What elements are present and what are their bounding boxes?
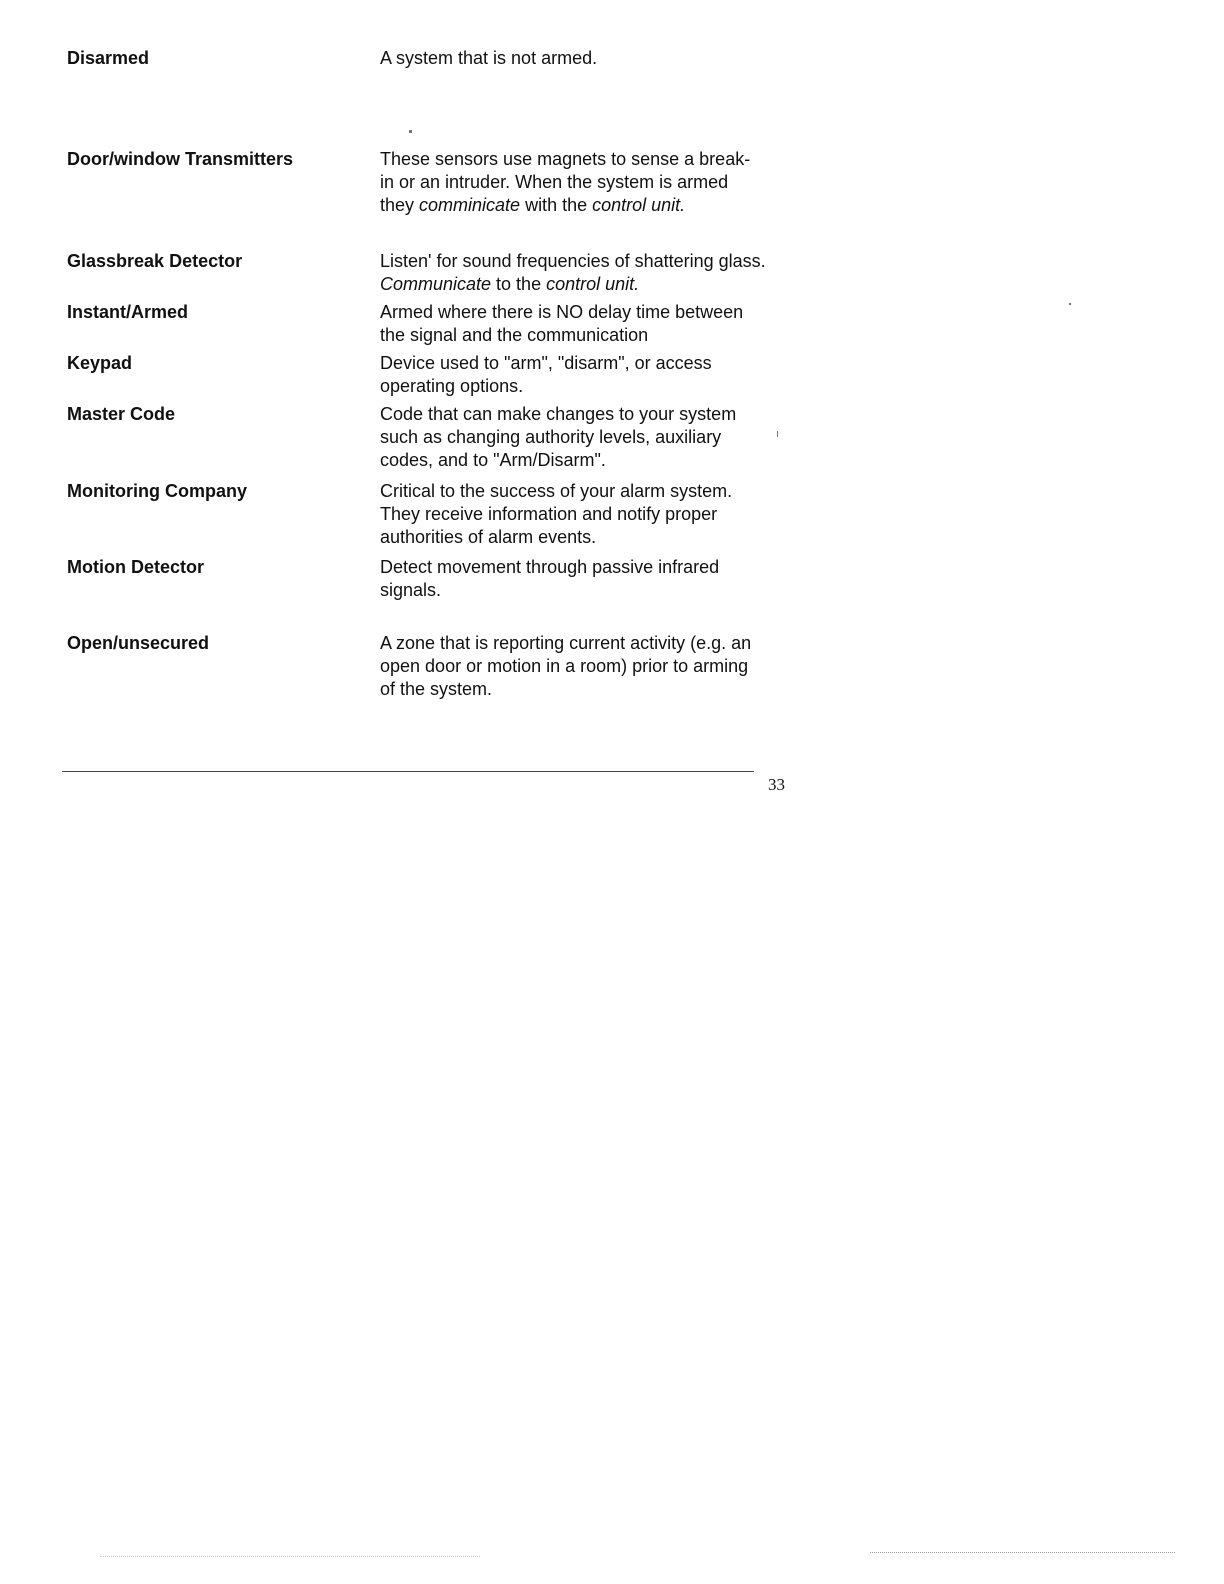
definition-italic-text: control unit. [592, 195, 686, 215]
glossary-definition [380, 352, 820, 398]
scan-speck [409, 130, 412, 133]
glossary-term: Open/unsecured [67, 633, 210, 653]
definition-italic-text: control unit. [546, 274, 640, 294]
glossary-term: Glassbreak Detector [67, 251, 243, 271]
definition-text: They receive information and notify proper [380, 504, 718, 524]
footer-rule [62, 771, 754, 772]
definition-text: These sensors use magnets to sense a break- [380, 149, 751, 169]
definition-italic-text: Communicate [380, 274, 492, 294]
definition-text: signals. [380, 580, 442, 600]
definition-text: in or an intruder. When the system is armed [380, 172, 729, 192]
definition-text: codes, and to "Arm/Disarm". [380, 450, 606, 470]
definition-text: Code that can make changes to your system [380, 404, 737, 424]
definition-text: of the system. [380, 679, 493, 699]
glossary-definition [380, 556, 820, 602]
definition-text: they [380, 195, 420, 215]
definition-text: A system that is not armed. [380, 48, 598, 68]
glossary-definition [380, 250, 820, 296]
definition-italic-text: comminicate [419, 195, 521, 215]
glossary-term: Motion Detector [67, 557, 204, 577]
definition-text: to the [491, 274, 547, 294]
definition-text: Device used to "arm", "disarm", or access [380, 353, 712, 373]
glossary-term: Monitoring Company [67, 481, 247, 501]
definition-text: A zone that is reporting current activity (e.g. an [380, 633, 752, 653]
glossary-term: Instant/Armed [67, 302, 189, 322]
definition-text: such as changing authority levels, auxiliary [380, 427, 722, 447]
glossary-definition [380, 301, 820, 347]
glossary-definition [380, 632, 820, 701]
scan-edge-mark [870, 1552, 1175, 1553]
glossary-definition [380, 148, 820, 217]
glossary-term: Keypad [67, 353, 133, 373]
definition-text: operating options. [380, 376, 524, 396]
definition-text: Listen' for sound frequencies of shattering glass. [380, 251, 766, 271]
page-number: 33 [768, 775, 785, 794]
glossary-term: Master Code [67, 404, 176, 424]
definition-text: Detect movement through passive infrared [380, 557, 720, 577]
glossary-term: Door/window Transmitters [67, 149, 294, 169]
scan-speck [777, 431, 778, 437]
definition-text: the signal and the communication [380, 325, 649, 345]
glossary-definition [380, 480, 820, 549]
glossary-term: Disarmed [67, 48, 150, 68]
scan-edge-mark [100, 1556, 480, 1557]
definition-text: with the [520, 195, 593, 215]
definition-text: authorities of alarm events. [380, 527, 597, 547]
definition-text: Armed where there is NO delay time between [380, 302, 744, 322]
scan-speck [1069, 303, 1071, 305]
glossary-definition [380, 47, 820, 70]
definition-text: Critical to the success of your alarm system. [380, 481, 733, 501]
definition-text: open door or motion in a room) prior to arming [380, 656, 749, 676]
glossary-definition [380, 403, 820, 472]
